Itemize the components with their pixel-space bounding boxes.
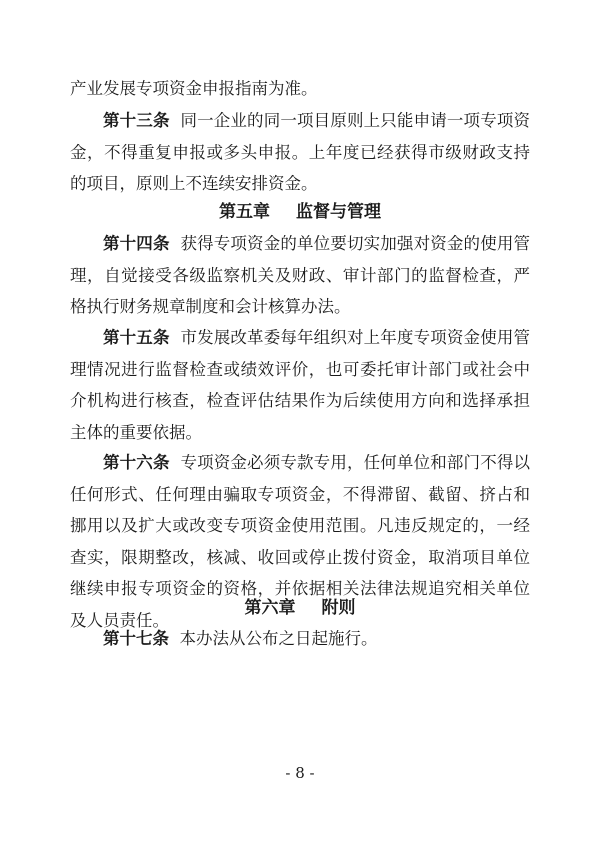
article-15-label: 第十五条 bbox=[103, 328, 170, 347]
article-15-text: 市发展改革委每年组织对上年度专项资金使用管理情况进行监督检查或绩效评价，也可委托审计部门或社会中介机构进行核查，检查评估结果作为后续使用方向和选择承担主体的重要依据。 bbox=[70, 328, 531, 442]
article-13 bbox=[70, 105, 530, 200]
article-16-text: 专项资金必须专款专用，任何单位和部门不得以任何形式、任何理由骗取专项资金，不得滞留、截留、挤占和挪用以及扩大或改变专项资金使用范围。凡违反规定的，一经查实，限期整改，核减、收回或停止拨付资金，取消项目单位继续申报专项资金的资格，并依据相关法律法规追究相关单位及人员责任。 bbox=[70, 453, 531, 630]
article-14-label: 第十四条 bbox=[103, 234, 170, 253]
article-17-text: 本办法从公布之日起施行。 bbox=[179, 629, 378, 648]
chapter-6-number: 第六章 bbox=[244, 598, 296, 618]
continuation-text: 产业发展专项资金申报指南为准。 bbox=[70, 79, 318, 98]
chapter-5-number: 第五章 bbox=[219, 202, 270, 222]
article-14-text: 获得专项资金的单位要切实加强对资金的使用管理，自觉接受各级监察机关及财政、审计部门的监督检查，严格执行财务规章制度和会计核算办法。 bbox=[70, 234, 531, 316]
article-13-text: 同一企业的同一项目原则上只能申请一项专项资金，不得重复申报或多头申报。上年度已经获得市级财政支持的项目，原则上不连续安排资金。 bbox=[70, 111, 531, 193]
article-13-label: 第十三条 bbox=[103, 111, 170, 130]
article-16-label: 第十六条 bbox=[103, 453, 170, 472]
chapter-6-heading bbox=[0, 593, 600, 623]
paragraph-continuation bbox=[70, 73, 530, 105]
chapter-5-title: 监督与管理 bbox=[296, 202, 381, 222]
article-17-label: 第十七条 bbox=[103, 629, 169, 648]
article-14 bbox=[70, 228, 530, 323]
chapter-6-title: 附则 bbox=[321, 598, 356, 618]
chapter-5-heading bbox=[0, 197, 600, 227]
article-17 bbox=[70, 623, 530, 655]
page-number: - 8 - bbox=[285, 764, 315, 782]
article-15 bbox=[70, 322, 530, 448]
